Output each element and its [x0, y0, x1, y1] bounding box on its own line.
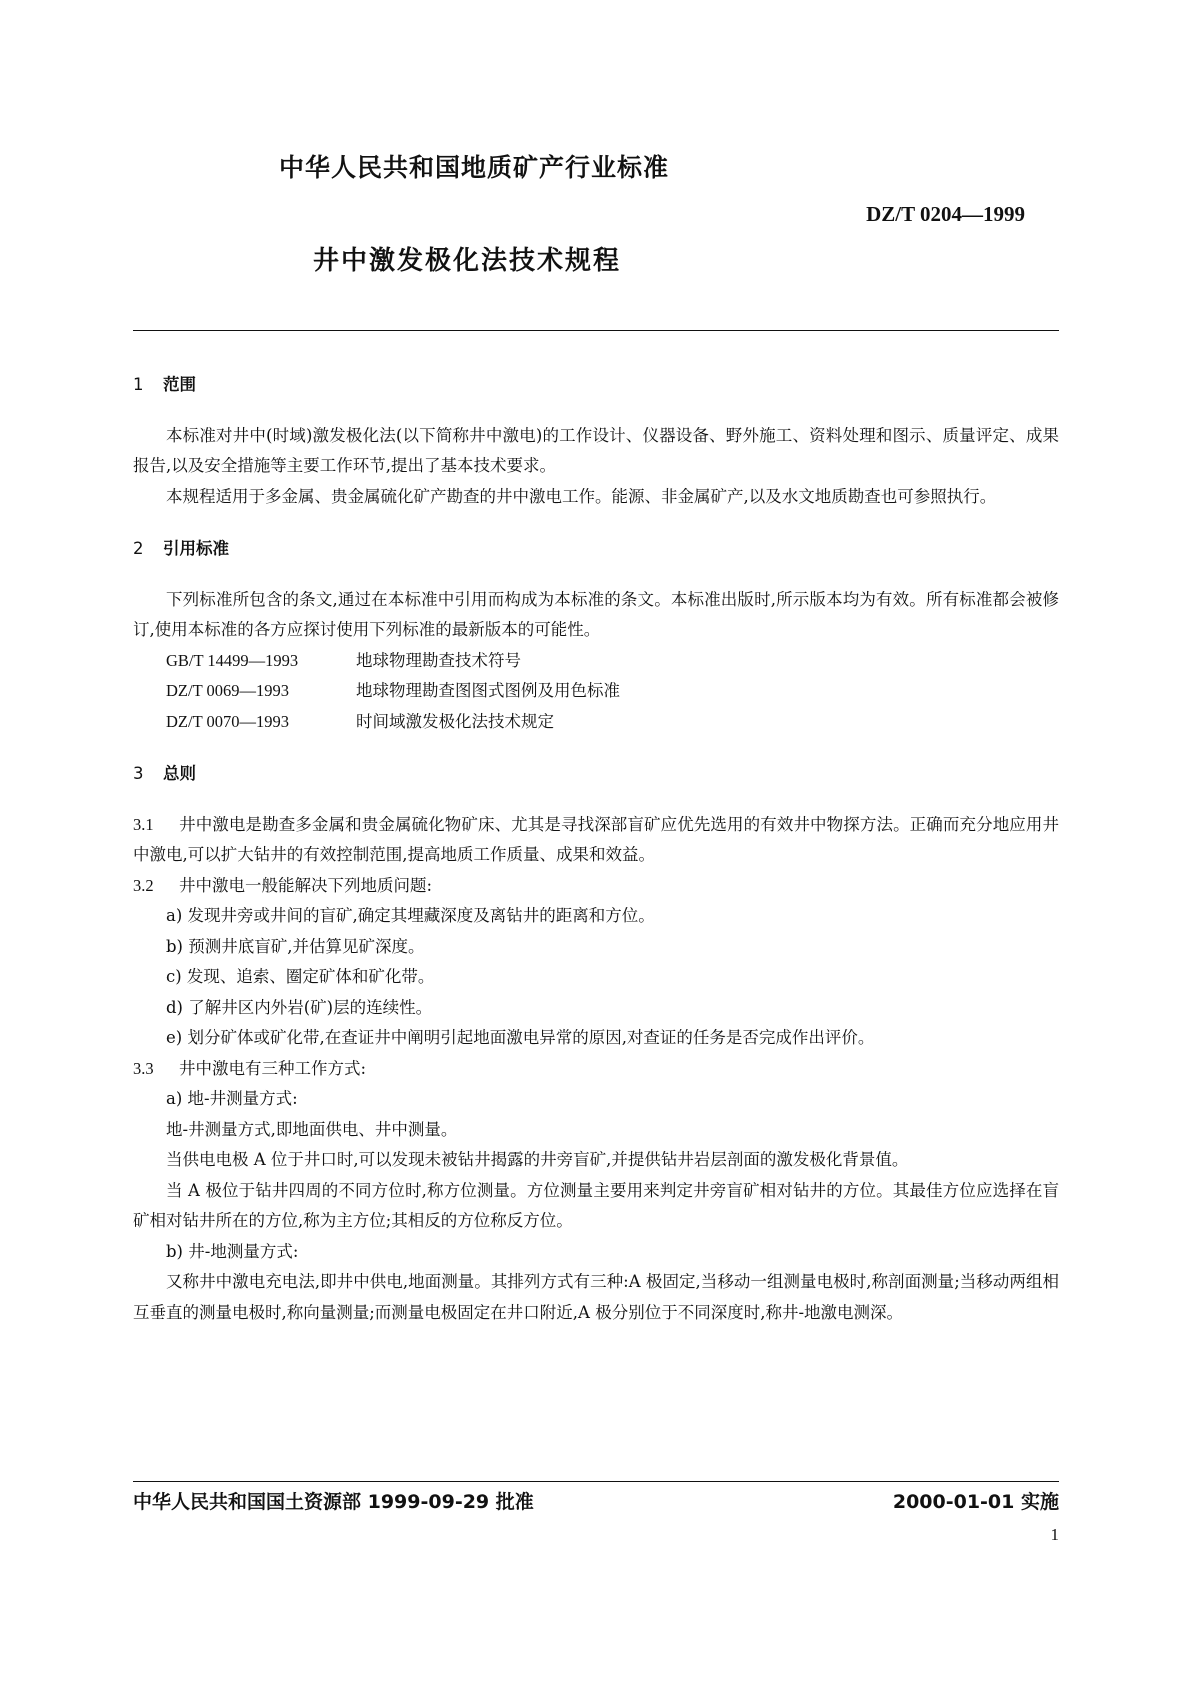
- reference-name: 时间域激发极化法技术规定: [356, 711, 554, 731]
- issuing-body: 中华人民共和国地质矿产行业标准: [279, 153, 670, 182]
- paragraph: 本标准对井中(时域)激发极化法(以下简称井中激电)的工作设计、仪器设备、野外施工、资料处理和图示、质量评定、成果报告,以及安全措施等主要工作环节,提出了基本技术要求。: [133, 425, 1059, 475]
- list-item: a) 地-井测量方式:: [166, 1089, 298, 1108]
- footer-rule: [133, 1481, 1059, 1482]
- reference-code: GB/T 14499—1993: [166, 650, 299, 670]
- document-title: 井中激发极化法技术规程: [313, 246, 622, 276]
- section-title: 总则: [163, 764, 196, 783]
- standard-code: DZ/T 0204—1999: [866, 202, 1025, 226]
- reference-code: DZ/T 0069—1993: [166, 681, 289, 700]
- list-item: b) 井-地测量方式:: [166, 1241, 299, 1261]
- clause-3-1: [133, 810, 1059, 871]
- section-heading-references: [133, 534, 1059, 565]
- section-number: 1: [133, 375, 144, 394]
- paragraph: 地-井测量方式,即地面供电、井中测量。: [166, 1119, 458, 1139]
- header-rule: [133, 330, 1059, 331]
- clause-text: 井中激电有三种工作方式:: [179, 1058, 367, 1078]
- list-item: e) 划分矿体或矿化带,在查证井中阐明引起地面激电异常的原因,对查证的任务是否完成作出评价。: [166, 1028, 875, 1047]
- paragraph: 当供电电极 A 位于井口时,可以发现未被钻井揭露的井旁盲矿,并提供钻井岩层剖面的激发极化背景值。: [166, 1150, 909, 1169]
- section-heading-general: [133, 759, 1059, 790]
- approval-date: 中华人民共和国国土资源部 1999-09-29 批准: [133, 1491, 534, 1513]
- list-item: a) 发现井旁或井间的盲矿,确定其埋藏深度及离钻井的距离和方位。: [166, 906, 655, 925]
- section-number: 2: [133, 539, 144, 558]
- paragraph: 下列标准所包含的条文,通过在本标准中引用而构成为本标准的条文。本标准出版时,所示版本均为有效。所有标准都会被修订,使用本标准的各方应探讨使用下列标准的最新版本的可能性。: [133, 589, 1059, 639]
- section-heading-scope: [133, 370, 1059, 401]
- paragraph: 当 A 极位于钻井四周的不同方位时,称方位测量。方位测量主要用来判定井旁盲矿相对钻井的方位。其最佳方位应选择在盲矿相对钻井所在的方位,称为主方位;其相反的方位称反方位。: [133, 1180, 1059, 1230]
- list-item: d) 了解井区内外岩(矿)层的连续性。: [166, 997, 433, 1017]
- list-item: c) 发现、追索、圈定矿体和矿化带。: [166, 967, 435, 986]
- clause-number: 3.2: [133, 875, 154, 895]
- reference-name: 地球物理勘查图图式图例及用色标准: [356, 681, 620, 700]
- page-number: 1: [1050, 1525, 1059, 1544]
- clause-number: 3.1: [133, 814, 154, 834]
- clause-text: 井中激电是勘查多金属和贵金属硫化物矿床、尤其是寻找深部盲矿应优先选用的有效井中物探方法。正确而充分地应用井中激电,可以扩大钻井的有效控制范围,提高地质工作质量、成果和效益。: [133, 814, 1059, 864]
- clause-3-3: [133, 1054, 1059, 1085]
- list-item: b) 预测井底盲矿,并估算见矿深度。: [166, 936, 425, 956]
- paragraph: 本规程适用于多金属、贵金属硫化矿产勘查的井中激电工作。能源、非金属矿产,以及水文地质勘查也可参照执行。: [166, 486, 997, 506]
- effective-date: 2000-01-01 实施: [892, 1491, 1059, 1513]
- reference-name: 地球物理勘查技术符号: [356, 650, 521, 670]
- clause-number: 3.3: [133, 1058, 154, 1078]
- section-title: 引用标准: [163, 539, 229, 558]
- paragraph: 又称井中激电充电法,即井中供电,地面测量。其排列方式有三种:A 极固定,当移动一组测量电极时,称剖面测量;当移动两组相互垂直的测量电极时,称向量测量;而测量电极固定在井口附近,A 极分别位于不同深度时,称井-地激电测深。: [133, 1272, 1059, 1322]
- reference-item: [133, 676, 1059, 707]
- reference-code: DZ/T 0070—1993: [166, 711, 289, 731]
- reference-item: [133, 646, 1059, 677]
- clause-3-2: [133, 871, 1059, 902]
- section-number: 3: [133, 764, 144, 783]
- clause-text: 井中激电一般能解决下列地质问题:: [179, 875, 433, 895]
- reference-item: [133, 707, 1059, 738]
- section-title: 范围: [163, 375, 196, 394]
- document-body: [133, 360, 1059, 1328]
